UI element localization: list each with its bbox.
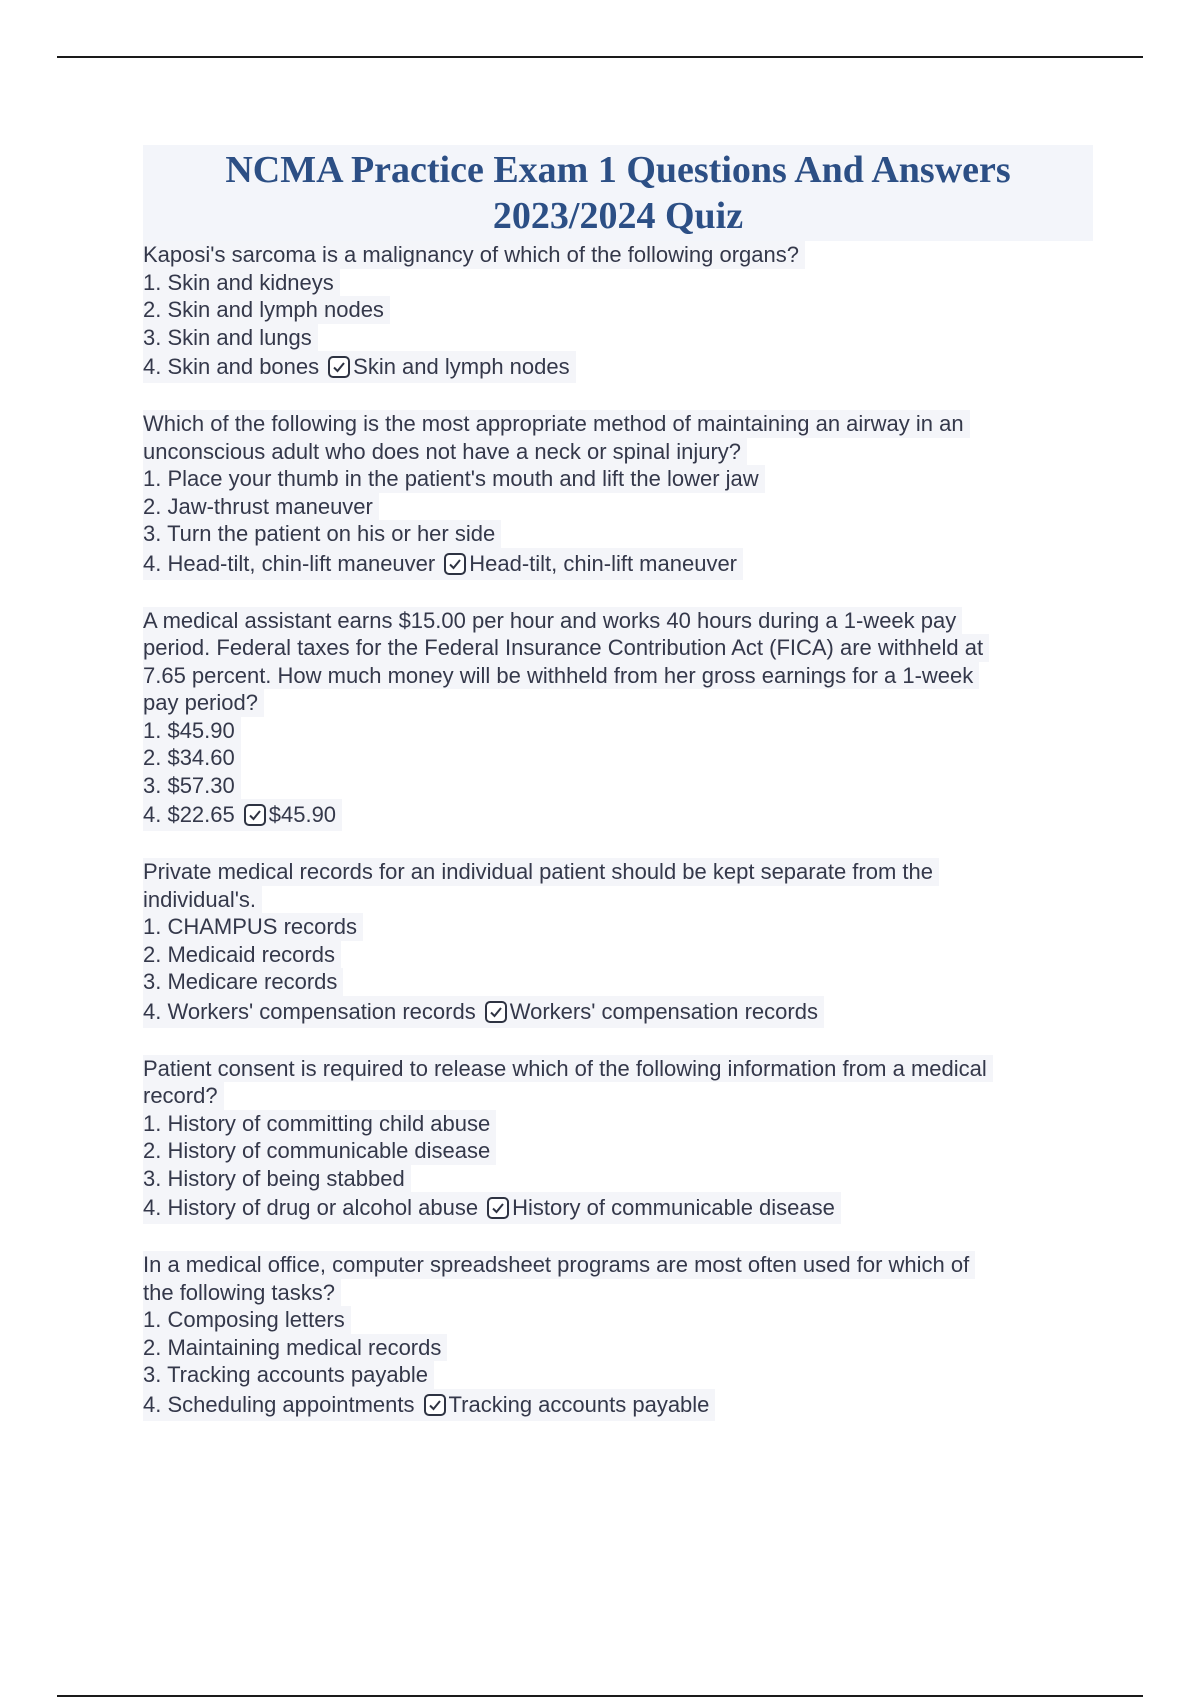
answer-option: 3. Medicare records	[143, 968, 343, 996]
question-stem-line: record?	[143, 1082, 224, 1110]
answer-option-final	[143, 1389, 715, 1421]
question-stem-line: unconscious adult who does not have a neck or spinal injury?	[143, 438, 747, 466]
title-line-1: NCMA Practice Exam 1 Questions And Answers	[225, 149, 1011, 191]
correct-answer: Tracking accounts payable	[448, 1391, 710, 1417]
answer-option: 3. Turn the patient on his or her side	[143, 520, 501, 548]
document-body	[143, 145, 1093, 1448]
answer-option: 4. Workers' compensation records	[143, 998, 476, 1024]
correct-answer: $45.90	[268, 802, 337, 827]
question-stem-line: period. Federal taxes for the Federal Insurance Contribution Act (FICA) are withheld at	[143, 634, 989, 662]
answer-option-final	[143, 351, 576, 383]
answer-option: 4. $22.65	[143, 802, 235, 827]
answer-option-final	[143, 996, 824, 1028]
checkbox-checked-icon	[444, 553, 466, 575]
question-1	[143, 241, 1093, 383]
answer-option: 4. History of drug or alcohol abuse	[143, 1195, 479, 1220]
question-stem-line: pay period?	[143, 689, 264, 717]
top-rule	[57, 56, 1143, 58]
question-stem-line: Patient consent is required to release which of the following information from a medical	[143, 1055, 993, 1083]
question-stem-line: Which of the following is the most appropriate method of maintaining an airway in an	[143, 410, 970, 438]
correct-answer: History of communicable disease	[512, 1195, 835, 1220]
answer-option: 1. Skin and kidneys	[143, 269, 340, 297]
answer-option: 3. Tracking accounts payable	[143, 1361, 434, 1389]
question-3	[143, 607, 1093, 832]
answer-option: 4. Scheduling appointments	[143, 1391, 415, 1417]
answer-option-final	[143, 1192, 841, 1224]
answer-option: 2. Jaw-thrust maneuver	[143, 493, 379, 521]
question-5	[143, 1055, 1093, 1225]
answer-option: 1. Place your thumb in the patient's mouth and lift the lower jaw	[143, 465, 765, 493]
answer-option: 1. $45.90	[143, 717, 241, 745]
answer-option: 1. History of committing child abuse	[143, 1110, 496, 1138]
answer-option: 4. Skin and bones	[143, 354, 320, 379]
checkbox-checked-icon	[487, 1197, 509, 1219]
question-4	[143, 858, 1093, 1028]
question-stem-line: In a medical office, computer spreadsheet programs are most often used for which of	[143, 1251, 975, 1279]
answer-option: 2. Skin and lymph nodes	[143, 296, 390, 324]
question-stem-line: 7.65 percent. How much money will be withheld from her gross earnings for a 1-week	[143, 662, 979, 690]
answer-option: 3. History of being stabbed	[143, 1165, 411, 1193]
answer-option-final	[143, 799, 342, 831]
correct-answer: Workers' compensation records	[509, 998, 818, 1024]
question-stem-line: the following tasks?	[143, 1279, 341, 1307]
page-title	[143, 145, 1093, 241]
checkbox-checked-icon	[485, 1001, 507, 1023]
checkbox-checked-icon	[424, 1394, 446, 1416]
answer-option: 3. $57.30	[143, 772, 241, 800]
answer-option: 1. CHAMPUS records	[143, 913, 363, 941]
answer-option: 4. Head-tilt, chin-lift maneuver	[143, 550, 436, 576]
question-stem-line: Private medical records for an individual patient should be kept separate from the	[143, 858, 939, 886]
answer-option-final	[143, 548, 743, 580]
question-stem-line: Kaposi's sarcoma is a malignancy of which of the following organs?	[143, 241, 805, 269]
answer-option: 1. Composing letters	[143, 1306, 351, 1334]
answer-option: 2. $34.60	[143, 744, 241, 772]
question-stem-line: individual's.	[143, 886, 262, 914]
question-2	[143, 410, 1093, 580]
checkbox-checked-icon	[328, 356, 350, 378]
checkbox-checked-icon	[244, 804, 266, 826]
answer-option: 2. History of communicable disease	[143, 1137, 496, 1165]
answer-option: 3. Skin and lungs	[143, 324, 318, 352]
bottom-rule	[57, 1695, 1143, 1697]
answer-option: 2. Medicaid records	[143, 941, 341, 969]
question-6	[143, 1251, 1093, 1421]
question-stem-line: A medical assistant earns $15.00 per hour and works 40 hours during a 1-week pay	[143, 607, 962, 635]
title-line-2: 2023/2024 Quiz	[492, 195, 744, 237]
correct-answer: Skin and lymph nodes	[353, 354, 570, 379]
correct-answer: Head-tilt, chin-lift maneuver	[469, 550, 738, 576]
answer-option: 2. Maintaining medical records	[143, 1334, 447, 1362]
